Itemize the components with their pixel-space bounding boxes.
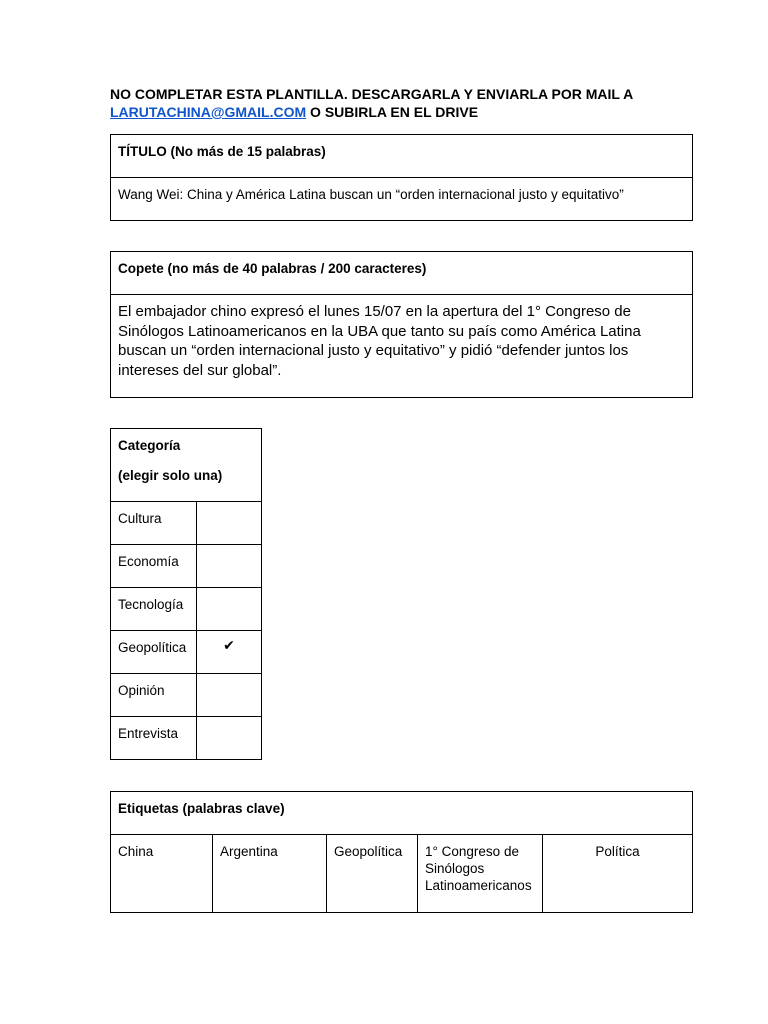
titulo-table: [110, 134, 693, 221]
etiqueta-tag: Geopolítica: [334, 844, 403, 859]
categoria-name-cell: [111, 631, 197, 674]
etiquetas-table: [110, 791, 693, 913]
checkmark-icon: ✔: [223, 637, 235, 653]
etiquetas-label-cell: [111, 792, 693, 835]
titulo-value-cell[interactable]: [111, 178, 693, 221]
categoria-item-name: Entrevista: [118, 726, 179, 741]
titulo-label: TÍTULO (No más de 15 palabras): [118, 144, 326, 159]
categoria-check-cell[interactable]: [197, 717, 262, 760]
etiqueta-tag: Política: [595, 844, 640, 859]
categoria-item-name: Cultura: [118, 511, 162, 526]
categoria-item-name: Tecnología: [118, 597, 184, 612]
email-link[interactable]: LARUTACHINA@GMAIL.COM: [110, 104, 307, 120]
header-instruction: [110, 85, 633, 103]
etiqueta-cell[interactable]: [327, 835, 418, 913]
etiqueta-tag: 1° Congreso de Sinólogos Latinoamericanos: [425, 844, 532, 893]
checkmark-icon: [197, 545, 261, 551]
titulo-value: Wang Wei: China y América Latina buscan un “orden internacional justo y equitativo”: [118, 187, 624, 202]
categoria-check-cell[interactable]: [197, 674, 262, 717]
header-line-2-suffix: O SUBIRLA EN EL DRIVE: [306, 104, 479, 120]
copete-label-cell: [111, 252, 693, 295]
header-instruction-line-2: [110, 103, 478, 121]
categoria-sublabel: (elegir solo una): [118, 468, 223, 483]
etiqueta-cell[interactable]: [543, 835, 693, 913]
categoria-name-cell: [111, 545, 197, 588]
copete-value-cell[interactable]: [111, 295, 693, 398]
copete-value: El embajador chino expresó el lunes 15/07 en la apertura del 1° Congreso de Sinólogos Latinoamericanos en la UBA que tanto su país como América Latina buscan un “orden internacional justo y equitativo” y pidió “defender juntos los intereses del sur global”.: [118, 303, 641, 379]
etiqueta-tag: Argentina: [220, 844, 278, 859]
checkmark-icon: [197, 717, 261, 723]
categoria-check-cell[interactable]: [197, 545, 262, 588]
categoria-check-cell[interactable]: [197, 588, 262, 631]
categoria-check-cell[interactable]: [197, 631, 262, 674]
copete-label: Copete (no más de 40 palabras / 200 caracteres): [118, 261, 427, 276]
categoria-label: Categoría: [118, 438, 181, 453]
categoria-header-cell: [111, 429, 262, 502]
checkmark-icon: [197, 588, 261, 594]
etiqueta-cell[interactable]: [213, 835, 327, 913]
categoria-item-name: Geopolítica: [118, 640, 187, 655]
categoria-name-cell: [111, 717, 197, 760]
copete-table: [110, 251, 693, 398]
checkmark-icon: [197, 502, 261, 508]
categoria-name-cell: [111, 674, 197, 717]
header-line-1: NO COMPLETAR ESTA PLANTILLA. DESCARGARLA Y ENVIARLA POR MAIL A: [110, 86, 634, 102]
categoria-name-cell: [111, 588, 197, 631]
titulo-label-cell: [111, 135, 693, 178]
etiqueta-tag: China: [118, 844, 154, 859]
etiqueta-cell[interactable]: [111, 835, 213, 913]
checkmark-icon: [197, 674, 261, 680]
etiquetas-label: Etiquetas (palabras clave): [118, 801, 285, 816]
categoria-name-cell: [111, 502, 197, 545]
categoria-check-cell[interactable]: [197, 502, 262, 545]
etiqueta-cell[interactable]: [418, 835, 543, 913]
categoria-table: [110, 428, 262, 760]
categoria-item-name: Economía: [118, 554, 179, 569]
categoria-item-name: Opinión: [118, 683, 165, 698]
